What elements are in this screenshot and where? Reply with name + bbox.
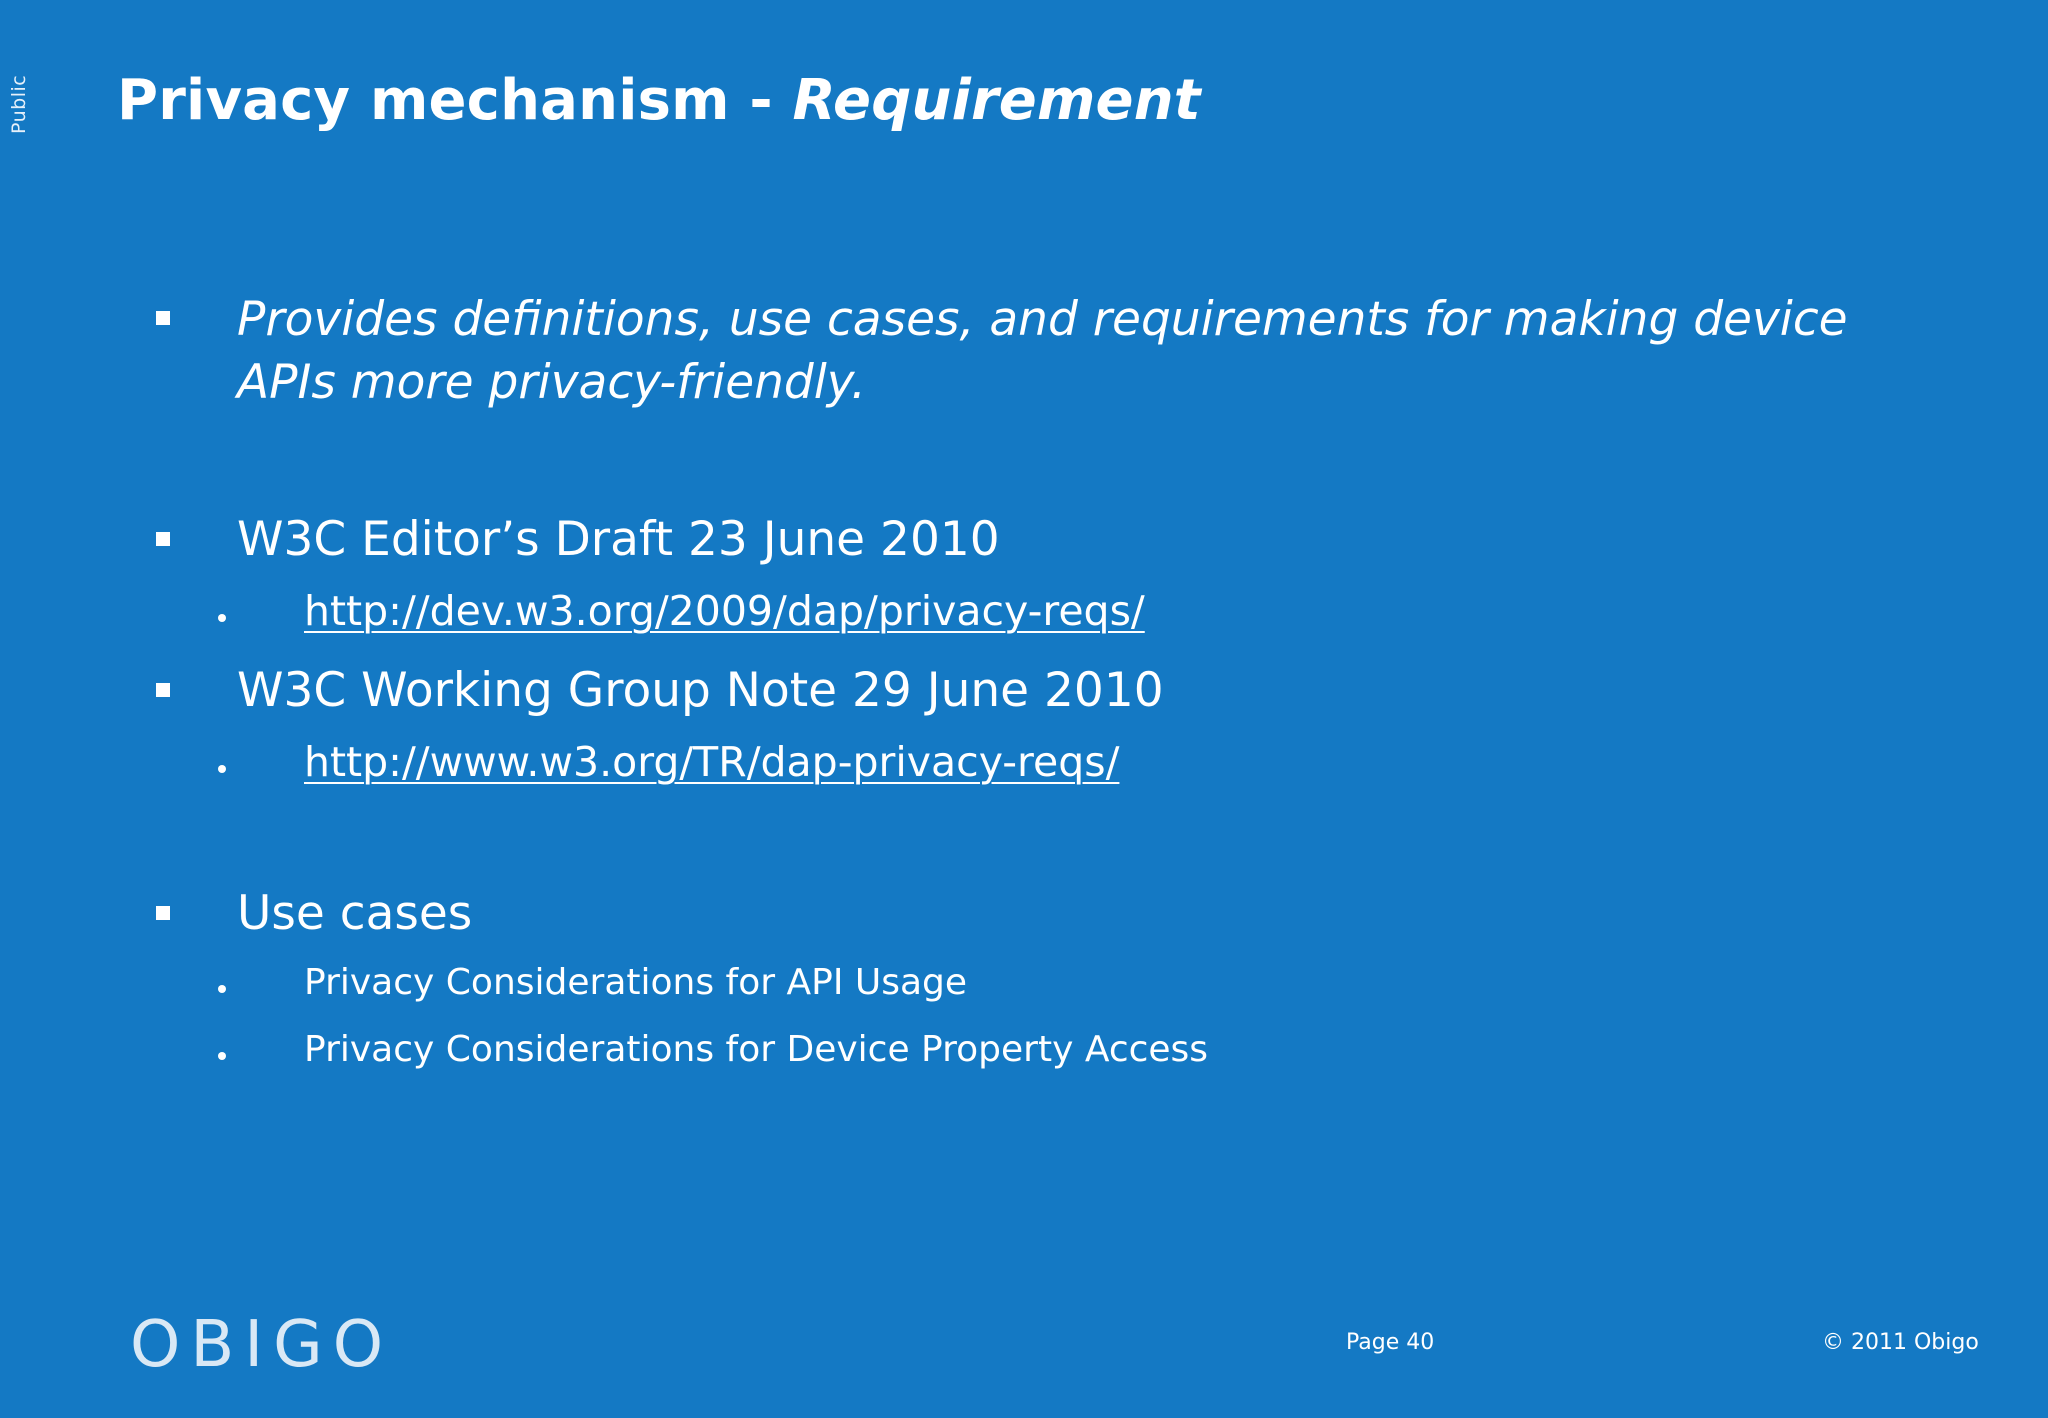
copyright-notice: © 2011 Obigo [1822,1330,1979,1355]
bullet-text: Provides definitions, use cases, and requirements for making device [237,292,1848,347]
bullet-text: APIs more privacy-friendly. [237,355,866,410]
bullet-text: W3C Editor’s Draft 23 June 2010 [237,512,1000,567]
square-bullet-icon [156,532,170,546]
classification-label: Public [8,74,30,134]
round-bullet-icon [218,765,226,773]
round-bullet-icon [218,614,226,622]
bullet-text: W3C Working Group Note 29 June 2010 [237,663,1164,718]
title-main: Privacy mechanism - [117,68,793,133]
square-bullet-icon [156,683,170,697]
round-bullet-icon [218,1052,226,1060]
round-bullet-icon [218,985,226,993]
title-emphasis: Requirement [792,68,1201,133]
page-number: Page 40 [1346,1330,1435,1355]
obigo-logo: OBIGO [130,1308,394,1382]
wg-note-link[interactable]: http://www.w3.org/TR/dap-privacy-reqs/ [304,738,1120,786]
bullet-text: Use cases [237,886,473,941]
square-bullet-icon [156,906,170,920]
slide-title [117,68,1201,133]
editors-draft-link[interactable]: http://dev.w3.org/2009/dap/privacy-reqs/ [304,587,1145,635]
sub-bullet-text: Privacy Considerations for API Usage [304,962,968,1003]
square-bullet-icon [156,311,170,325]
sub-bullet-text: Privacy Considerations for Device Property Access [304,1029,1209,1070]
